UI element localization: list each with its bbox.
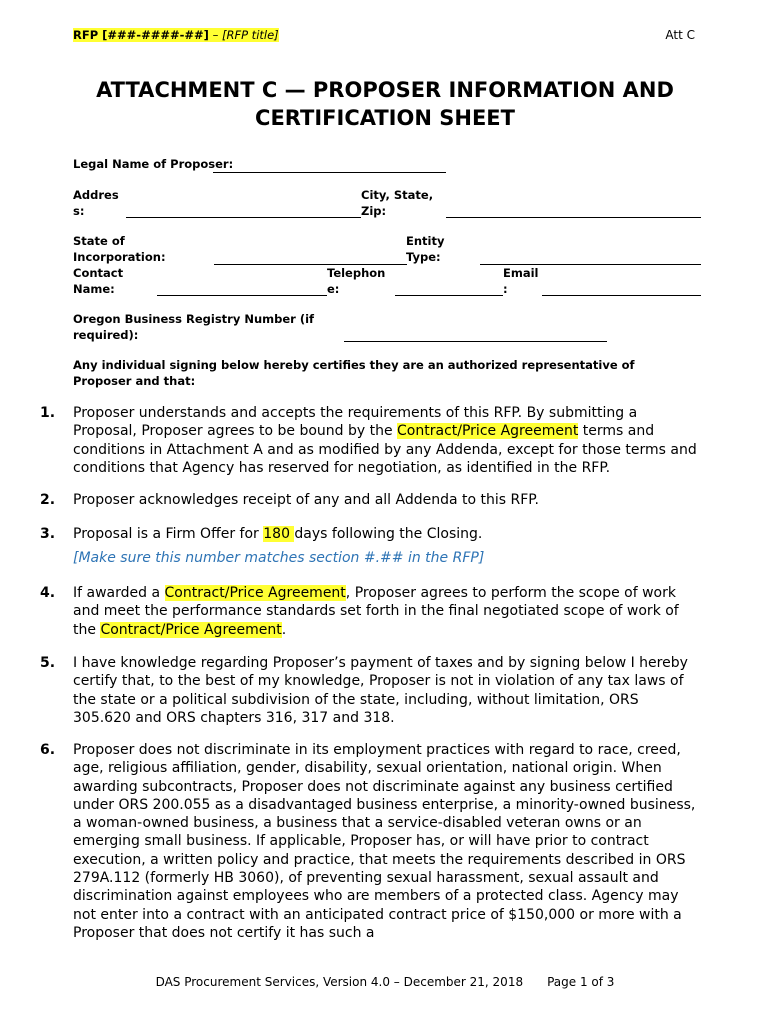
entity-label-line-2: Type: [406, 250, 441, 264]
entity-label-line-1: Entity [406, 234, 445, 248]
phone-label-line-2: e: [327, 282, 340, 296]
page-footer [0, 975, 770, 989]
item-number: 3. [40, 526, 56, 542]
address-field[interactable] [126, 217, 361, 218]
telephone-field[interactable] [395, 295, 503, 296]
email-label-line-1: Email [503, 266, 539, 280]
item-text [73, 525, 700, 543]
list-item [40, 584, 700, 639]
city-label-line-2: Zip: [361, 204, 387, 218]
item-number: 5. [40, 655, 56, 671]
item-text-part: days following the Closing. [294, 526, 483, 542]
registry-number-label [73, 311, 314, 343]
item-number: 2. [40, 492, 56, 508]
item-text [73, 584, 700, 639]
registry-label-line-1: Oregon Business Registry Number (if [73, 312, 315, 326]
footer-version: DAS Procurement Services, Version 4.0 – December 21, 2018 [155, 975, 524, 989]
state-label-line-2: Incorporation: [73, 250, 166, 264]
contact-name-field[interactable] [157, 295, 327, 296]
contact-label-line-2: Name: [73, 282, 115, 296]
highlighted-term: Contract/Price Agreement [100, 621, 282, 638]
list-item [40, 525, 700, 568]
city-state-zip-field[interactable] [446, 217, 701, 218]
item-number: 1. [40, 405, 56, 421]
list-item [40, 741, 700, 942]
state-of-incorporation-label [73, 233, 166, 265]
intro-line-1: Any individual signing below hereby certifies they are an authorized representative of [73, 358, 635, 372]
highlighted-term: Contract/Price Agreement [397, 423, 579, 440]
item-text: Proposer acknowledges receipt of any and all Addenda to this RFP. [73, 492, 539, 508]
telephone-label [327, 265, 385, 297]
state-label-line-1: State of [73, 234, 125, 248]
list-item [40, 491, 700, 509]
editor-note: [Make sure this number matches section #.## in the RFP] [73, 550, 485, 567]
item-text [73, 404, 700, 477]
item-text-part: If awarded a [73, 585, 165, 601]
legal-name-field[interactable] [213, 172, 446, 173]
item-text: I have knowledge regarding Proposer’s payment of taxes and by signing below I hereby certify that, to the best of my knowledge, Proposer is not in violation of any tax laws of the state or a political subdivision of the state, including, without limitation, ORS 305.620 and ORS chapters 316, 317 and 318. [73, 655, 688, 726]
rfp-separator: – [208, 28, 222, 42]
item-text: Proposer does not discriminate in its employment practices with regard to race, creed, age, religious affiliation, gender, disability, sexual orientation, national origin. When awarding subcontracts, Proposer does not discriminate against any business certified under ORS 200.055 as a disadvantaged business enterprise, a minority-owned business, a woman-owned business, a business that a service-disabled veteran owns or an emerging small business. If applicable, Proposer has, or will have prior to contract execution, a written policy and practice, that meets the requirements described in ORS 279A.112 (formerly HB 3060), of preventing sexual harassment, sexual assault and discrimination against employees who are members of a protected class. Agency may not enter into a contract with an anticipated contract price of $150,000 or more with a Proposer that does not certify it has such a [73, 742, 696, 941]
item-text-part: terms and conditions in Attachment A and as modified by any Addenda, except for those terms and conditions that Agency has reserved for negotiation, as identified in the RFP. [73, 423, 697, 476]
item-text-part: . [281, 621, 287, 638]
list-item [40, 654, 700, 727]
email-label-line-2: : [503, 282, 508, 296]
rfp-code: RFP [###-####-##] [73, 28, 209, 42]
address-label-line-2: s: [73, 204, 85, 218]
page-title [40, 76, 730, 132]
page-number: Page 1 of 3 [547, 975, 615, 989]
page-title-line-1: ATTACHMENT C — PROPOSER INFORMATION AND [96, 78, 674, 102]
contact-label-line-1: Contact [73, 266, 124, 280]
city-state-zip-label [361, 187, 433, 219]
entity-type-label [406, 233, 444, 265]
email-field[interactable] [542, 295, 701, 296]
certification-intro [73, 357, 635, 389]
list-item [40, 404, 700, 477]
highlighted-term: Contract/Price Agreement [164, 585, 346, 601]
city-label-line-1: City, State, [361, 188, 434, 202]
item-text-part: Proposal is a Firm Offer for [73, 526, 264, 542]
rfp-title: [RFP title] [222, 28, 279, 42]
registry-label-line-2: required): [73, 328, 139, 342]
address-label-line-1: Addres [73, 188, 119, 202]
highlighted-days: 180 [263, 526, 295, 542]
rfp-header-highlight [73, 28, 279, 42]
attachment-label: Att C [665, 28, 695, 42]
email-label [503, 265, 538, 297]
page-title-line-2: CERTIFICATION SHEET [255, 106, 515, 130]
item-text-part: , Proposer agrees to perform the scope of work and meet the performance standards set forth in the final negotiated scope of work of the [73, 585, 679, 638]
item-number: 4. [40, 585, 56, 601]
address-label [73, 187, 119, 219]
item-number: 6. [40, 742, 56, 758]
registry-number-field[interactable] [344, 341, 607, 342]
contact-name-label [73, 265, 123, 297]
item-text-part: Proposer understands and accepts the requirements of this RFP. By submitting a Proposal, Proposer agrees to be bound by the [73, 405, 638, 440]
intro-line-2: Proposer and that: [73, 374, 196, 388]
phone-label-line-1: Telephon [327, 266, 386, 280]
rfp-header [73, 28, 279, 42]
legal-name-label: Legal Name of Proposer: [73, 157, 234, 171]
